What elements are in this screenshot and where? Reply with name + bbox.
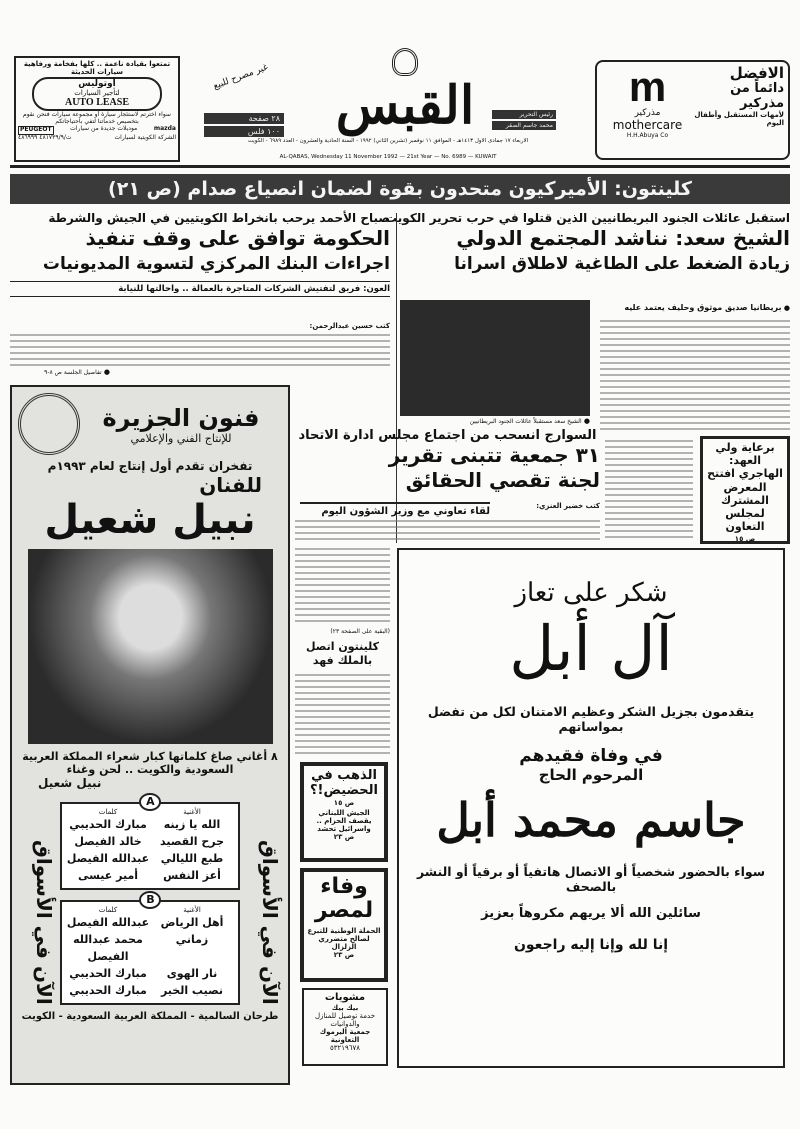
story-middle [295,428,600,493]
logo-emblem-icon [392,48,418,76]
coop-phone: ٥٣٢١٩٦٧٨ [329,1043,361,1052]
lebanon-item: الجيش اللبناني يقصف الحزام .. واسرائيل تحشد [316,808,372,834]
song-title: أعز النفس [163,869,221,882]
continued-link[interactable]: ● تفاصيل الجلسة ص ٨-٩ [10,368,110,376]
side-b-list [60,893,240,1005]
date-english: AL-QABAS, Wednesday 11 November 1992 — 21st Year — No. 6989 — KUWAIT [279,154,497,160]
autolease-logo [32,77,162,111]
song-row [66,982,234,999]
page-ref: ص ١٥ [333,798,355,807]
story-subheadline: لقاء تعاوني مع وزير الشؤون اليوم [300,502,490,517]
family-name: آل أبل [509,612,673,685]
story-subheadline: ● بريطانيا صديق موثوق وحليف يعتمد عليه [600,303,790,312]
byline: كتب حسين عبدالرحمن: [309,322,390,330]
mothercare-m-icon: m [628,63,667,110]
autolease-name-en: AUTO LEASE [64,97,129,109]
funoon-logo-icon [18,393,80,455]
autolease-ad [14,56,180,162]
lyricist-name: عبدالله الفيصل [66,916,150,929]
side-a-badge: A [139,793,161,811]
condolence-ad [397,548,785,1068]
song-row [66,833,234,850]
mothercare-line3: مذركير [740,96,784,111]
crown-prince-box [700,436,790,544]
artist-name-small: نبيل شعيل [38,776,102,790]
date-arabic: الاربعاء ١٧ جمادى الاول ١٤١٣هـ - الموافق ١١ نوفمبر (تشرين الثاني) ١٩٩٢ - السنة الحادية والعشرون - العدد ٦٩٨٩ - الكويت [247,138,529,144]
mothercare-line2: دائماً من [730,81,784,96]
story-body-text [295,520,600,543]
song-row [66,850,234,867]
condolence-line5: سائلين الله ألا يريهم مكروهاً بعزيز [481,906,701,921]
byline: كتب خضير العنزي: [536,502,600,510]
gold-headline: الذهب في الحضيض!؟ [309,768,379,798]
funoon-for: للفنان [199,473,262,497]
songs-header: الأغنية [183,906,201,914]
price: ١٠٠ فلس [204,126,284,137]
song-title: طبع الليالي [160,852,224,865]
editor-box [492,110,556,130]
mothercare-brand-ar: مذركير [634,108,661,118]
editor-name: محمد جاسم الصقر [492,121,556,130]
autolease-offer: سواء اخترتم لاستئجار سيارة أو مجموعة سيارات فنحن نقوم بتخصيص خدماتنا لتفي باحتياجاتكم [23,110,171,125]
story-headline: الحكومة توافق على وقف تنفيذ [85,226,390,250]
songs-header: الأغنية [183,808,201,816]
song-row [66,931,234,965]
song-row [66,816,234,833]
mazda-logo: mazda [153,124,176,132]
coop-sub: بيك بيك [331,1003,359,1012]
page-ref: ص ٢٣ [333,951,355,960]
autolease-models: موديلات جديدة من سيارات [70,124,138,132]
story-headline-2: اجراءات البنك المركزي لتسوية المديونيات [42,254,390,274]
song-row [66,965,234,982]
song-title: الله يا زينه [163,818,221,831]
story-body-text [600,320,790,432]
autolease-tagline: تمتعوا بقيادة ناعمة .. كلها بفخامة ورفاهية سيارات الحديثة [23,60,171,77]
lyrics-header: كلمات [98,808,118,816]
funoon-aljazeera-ad [10,385,290,1085]
banner-headline: كلينتون: الأميركيون متحدون بقوة لضمان انصياع صدام (ص ٢١) [10,174,790,204]
autolease-sub: لتأجير السيارات [74,89,120,98]
egypt-text: الحملة الوطنية للتبرع لصالح متضرري الزلزال [307,927,381,952]
crown-prince-headline: برعاية ولي العهد: الهاجري افتتح المعرض المشترك لمجلس التعاون [707,441,783,534]
condolence-top: شكر على تعاز [514,578,668,608]
newspaper-logo [330,48,480,136]
clinton-brief-headline: كلينتون اتصل بالملك فهد [305,640,380,667]
funoon-sub: للإنتاج الفني والإعلامي [130,431,232,445]
lyricist-name: مبارك الحديبي [69,818,147,831]
egypt-box [300,868,388,982]
deceased-name: جاسم محمد أبل [436,793,746,847]
song-row [66,914,234,931]
lyricist-name: عبدالله الفيصل [66,852,150,865]
funoon-intro: تفخران تقدم أول إنتاج لعام ١٩٩٣م [47,459,253,473]
autolease-name-ar: أوتوليس [78,79,116,90]
story-right [385,211,790,277]
mothercare-ad [595,60,790,160]
funoon-brand: فنون الجزيرة [102,403,260,432]
mothercare-line1: الافضل [729,64,784,82]
song-title: جرح القصيد [159,835,225,848]
mothercare-brand-en: mothercare [612,118,683,132]
condolence-line4: سواء بالحضور شخصياً أو الاتصال هاتفياً أو برقياً أو النشر بالصحف [416,864,765,894]
story-headline-2: لجنة تقصي الحقائق [405,468,600,492]
condolence-line3: المرحوم الحاج [538,766,644,784]
peugeot-logo: PEUGEOT [20,125,52,133]
story-body-text [295,548,390,626]
mothercare-agent: H.H.Abuya Co [626,132,669,139]
logo-text: القبس [335,75,475,136]
funoon-description: ٨ أغاني صاغ كلماتها كبار شعراء المملكة العربية السعودية والكويت .. لحن وغناء [22,750,278,776]
story-subheadline: العون: فريق لتفتيش الشركات المتاجرة بالعمالة .. واحالتها للنيابة [10,281,390,297]
lyrics-header: كلمات [98,906,118,914]
page-ref: ص ٢٣ [333,833,355,842]
song-title: زماني [175,933,209,946]
autolease-company: الشركة الكويتية لسيارات [114,133,176,141]
song-title: نصيب الخير [160,984,224,997]
autolease-phone: ٤٨١٧٣٩/٩ ٤٨٦٩٩٩ [18,133,64,141]
story-body-text [605,440,693,540]
photo-caption: ● الشيخ سعد مستقبلاً عائلات الجنود البريطانيين [400,417,590,426]
yarmouk-coop-ad [302,988,388,1066]
story-left [10,211,390,297]
side-text-left: الآن في الأسواق [32,840,56,1005]
story-headline-2: زيادة الضغط على الطاغية لاطلاق اسرانا [454,254,790,274]
artist-photo [28,549,273,744]
phone-label: ت/ [63,133,72,141]
story-headline: الشيخ سعد: نناشد المجتمع الدولي [456,226,790,250]
handwritten-note: غير مصرح للبيع [212,62,270,92]
funoon-footer: طرحان السالمية - المملكة العربية السعودية - الكويت [21,1011,279,1022]
coop-title: مشويات [324,992,366,1003]
side-text-right: الآن في الأسواق [258,840,282,1005]
editor-label: رئيس التحرير [492,110,556,119]
egypt-headline: وفاء لمصر [314,874,374,923]
song-row [66,867,234,884]
condolence-line1: يتقدمون بجزيل الشكر وعظيم الامتنان لكل من تفضل بمواساتهم [427,704,755,734]
side-a-list [60,795,240,890]
lyricist-name: مبارك الحديبي [69,967,147,980]
story-kicker: السوارج انسحب من اجتماع مجلس ادارة الاتحاد [298,428,597,443]
story-body-text [295,674,390,756]
artist-name: نبيل شعيل [44,497,256,543]
story-body-text [10,334,390,366]
side-b-badge: B [139,891,161,909]
story-kicker: استقبل عائلات الجنود البريطانيين الذين قتلوا في حرب تحرير الكويت [385,211,790,225]
lyricist-name: محمد عبدالله الفيصل [73,933,143,963]
story-kicker: صباح الأحمد يرحب بانخراط الكويتيين في الجيش والشرطة [48,211,390,225]
coop-service: خدمة توصيل للمنازل والدوانيات [314,1011,376,1028]
lyricist-name: خالد الفيصل [74,835,142,848]
lyricist-name: مبارك الحديبي [69,984,147,997]
page-ref: ص ١٥ [734,535,756,544]
story-headline: ٣١ جمعية تتبنى تقرير [388,443,600,467]
gold-box [300,762,388,862]
condolence-line6: إنا لله وإنا إليه راجعون [513,937,669,953]
news-photo [400,300,590,416]
price-box [204,113,284,137]
condolence-line2: في وفاة فقيدهم [519,746,663,766]
song-title: أهل الرياض [160,916,224,929]
page-count: ٢٨ صفحة [204,113,284,124]
song-title: نار الهوى [166,967,218,980]
lyricist-name: أمير عيسى [77,869,139,882]
continued-link[interactable]: (البقية على الصفحة ٢٣) [330,628,390,635]
mothercare-line4: لأمهات المستقبل وأطفال اليوم [694,111,784,127]
coop-name: جمعية اليرموك التعاونية [319,1027,371,1044]
